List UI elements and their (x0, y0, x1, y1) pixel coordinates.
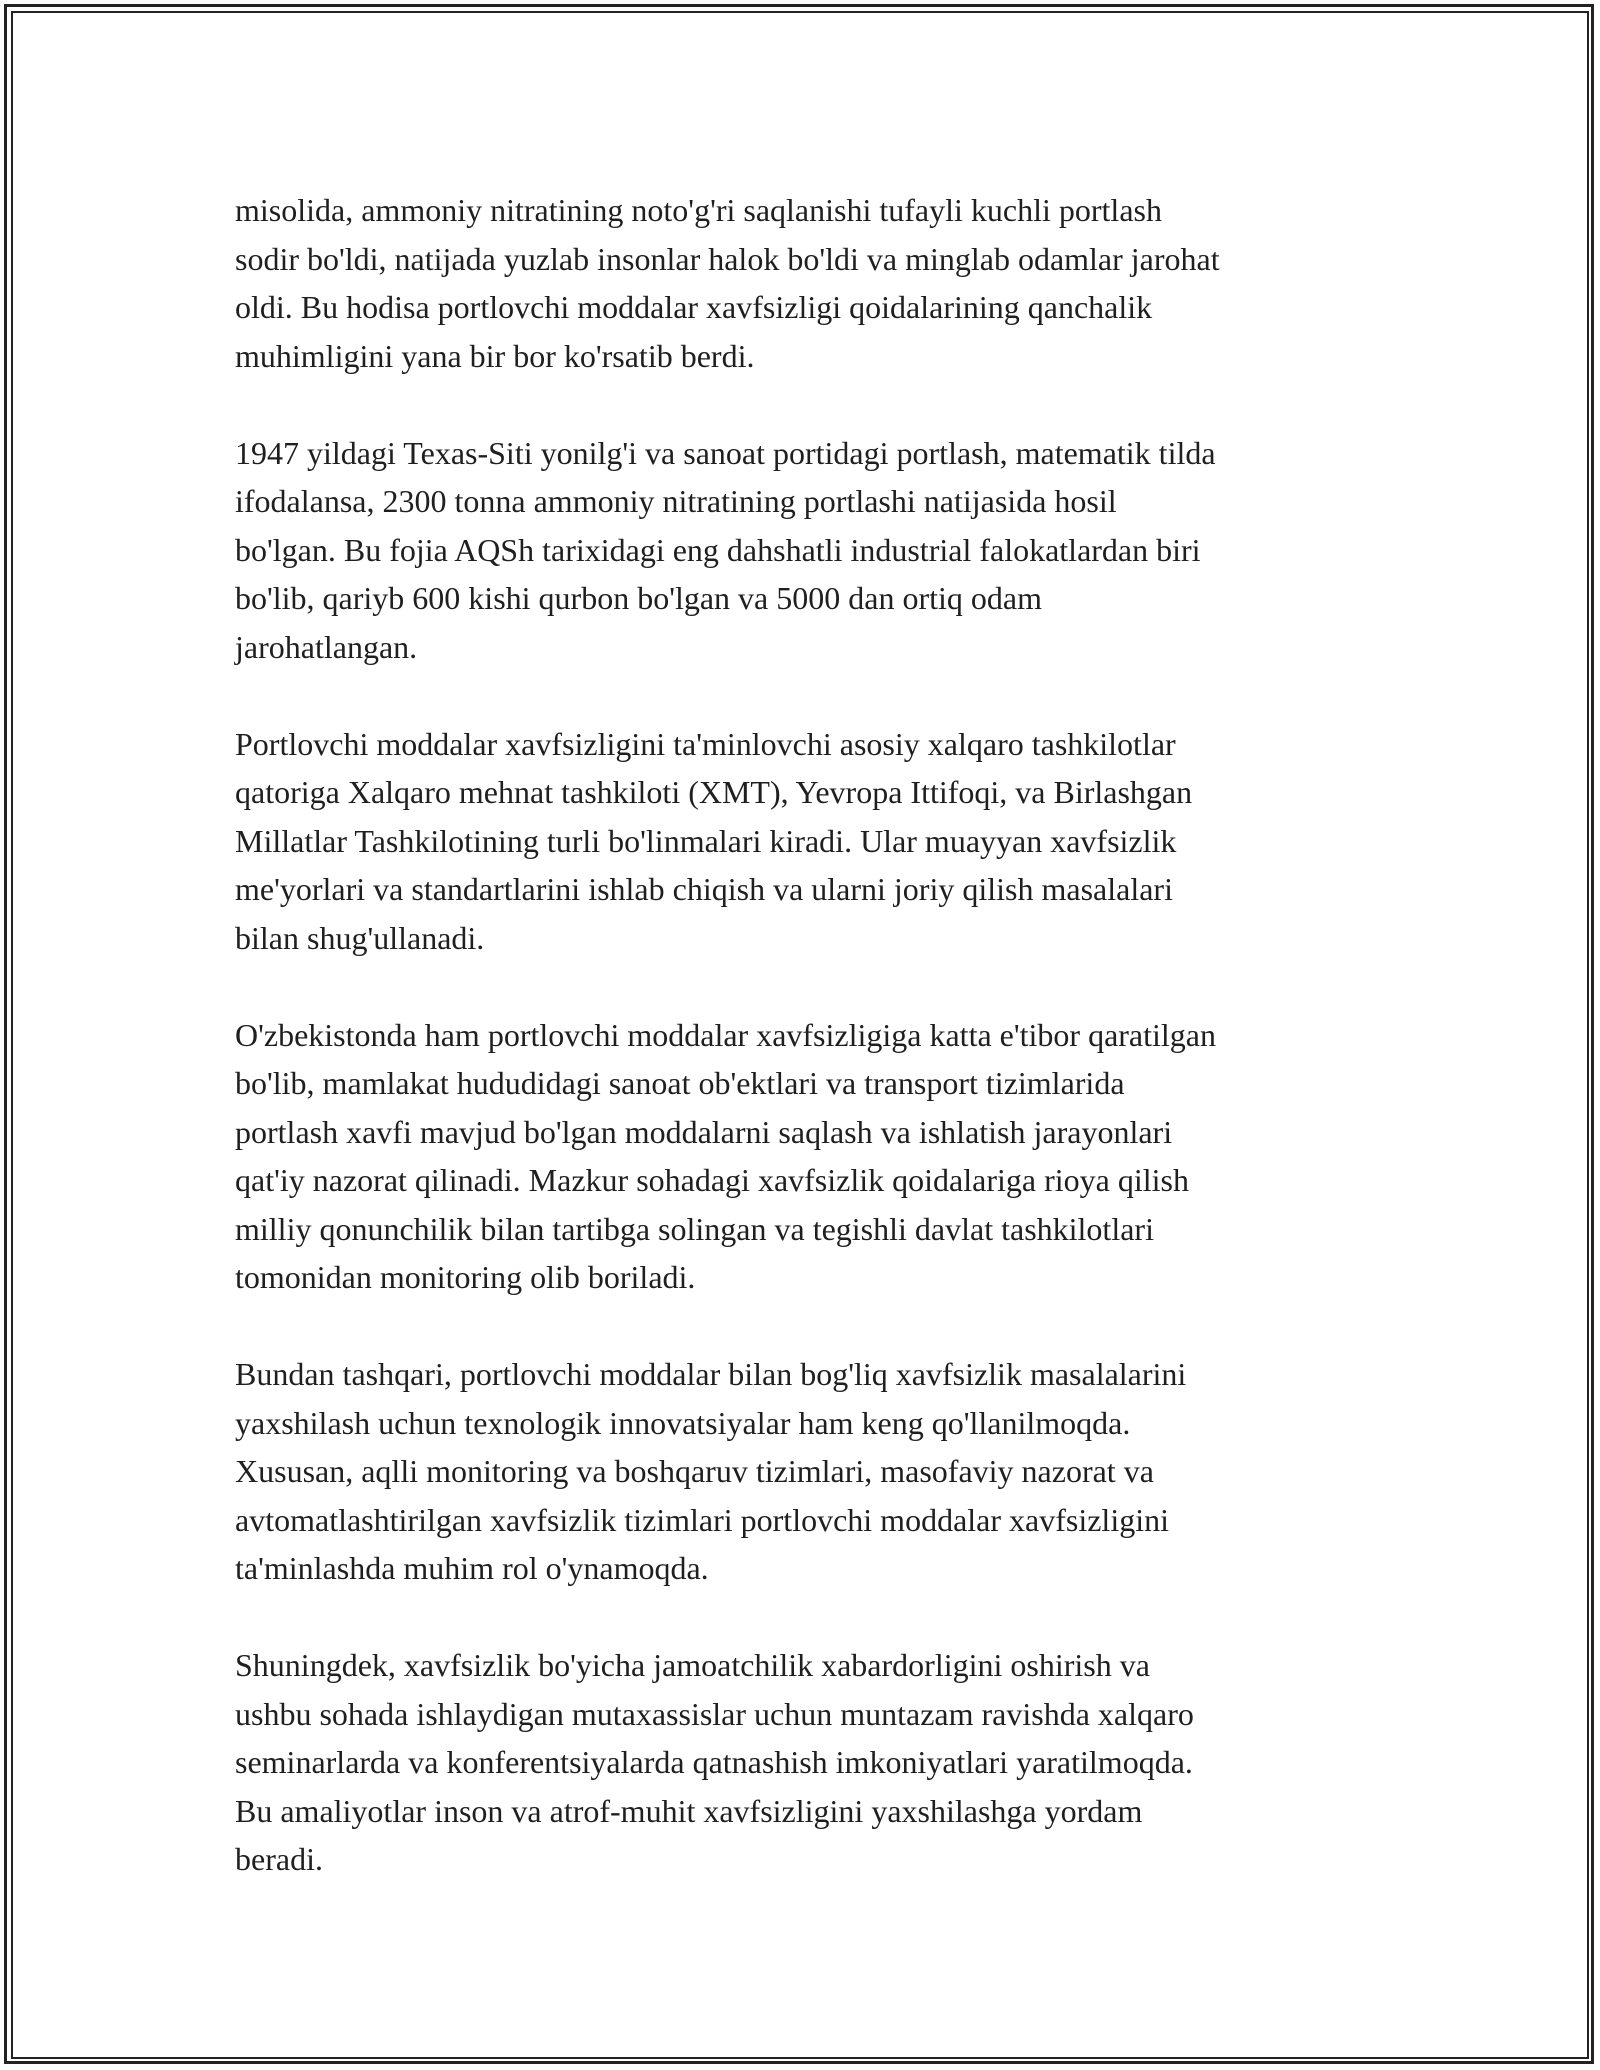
text-line: misolida, ammoniy nitratining noto'g'ri saqlanishi tufayli kuchli portlash (235, 192, 1162, 228)
text-line: portlash xavfi mavjud bo'lgan moddalarni saqlash va ishlatish jarayonlari (235, 1113, 1173, 1150)
text-line: yaxshilash uchun texnologik innovatsiyalar ham keng qo'llanilmoqda. (235, 1404, 1131, 1441)
paragraph-5 (235, 1350, 1375, 1593)
paragraph-3 (235, 720, 1375, 963)
text-line: Millatlar Tashkilotining turli bo'linmalari kiradi. Ular muayyan xavfsizlik (235, 822, 1177, 859)
text-line: avtomatlashtirilgan xavfsizlik tizimlari portlovchi moddalar xavfsizligini (235, 1501, 1169, 1538)
text-line: bo'lib, qariyb 600 kishi qurbon bo'lgan va 5000 dan ortiq odam (235, 580, 1042, 616)
document-body (235, 186, 1375, 1932)
text-line: bo'lib, mamlakat hududidagi sanoat ob'ektlari va transport tizimlarida (235, 1065, 1125, 1101)
text-line: Portlovchi moddalar xavfsizligini ta'minlovchi asosiy xalqaro tashkilotlar (235, 725, 1176, 762)
text-line: bo'lgan. Bu fojia AQSh tarixidagi eng dahshatli industrial falokatlardan biri (235, 531, 1201, 568)
text-line: sodir bo'ldi, natijada yuzlab insonlar halok bo'ldi va minglab odamlar jarohat (235, 240, 1220, 277)
text-line: bilan shug'ullanadi. (235, 919, 485, 956)
paragraph-2 (235, 429, 1375, 672)
text-line: ushbu sohada ishlaydigan mutaxassislar uchun muntazam ravishda xalqaro (235, 1695, 1194, 1732)
text-line: me'yorlari va standartlarini ishlab chiqish va ularni joriy qilish masalalari (235, 871, 1173, 907)
text-line: muhimligini yana bir bor ko'rsatib berdi. (235, 337, 755, 374)
text-line: milliy qonunchilik bilan tartibga solingan va tegishli davlat tashkilotlari (235, 1210, 1154, 1247)
text-line: qatoriga Xalqaro mehnat tashkiloti (XMT), Yevropa Ittifoqi, va Birlashgan (235, 774, 1193, 810)
text-line: Bu amaliyotlar inson va atrof-muhit xavfsizligini yaxshilashga yordam (235, 1792, 1143, 1829)
paragraph-4 (235, 1011, 1375, 1302)
text-line: tomonidan monitoring olib boriladi. (235, 1259, 696, 1295)
text-line: Shuningdek, xavfsizlik bo'yicha jamoatchilik xabardorligini oshirish va (235, 1647, 1150, 1683)
text-line: seminarlarda va konferentsiyalarda qatnashish imkoniyatlari yaratilmoqda. (235, 1744, 1193, 1780)
text-line: O'zbekistonda ham portlovchi moddalar xavfsizligiga katta e'tibor qaratilgan (235, 1016, 1216, 1053)
paragraph-1 (235, 186, 1375, 380)
text-line: ta'minlashda muhim rol o'ynamoqda. (235, 1550, 709, 1586)
text-line: 1947 yildagi Texas-Siti yonilg'i va sanoat portidagi portlash, matematik tilda (235, 434, 1216, 471)
text-line: beradi. (235, 1841, 323, 1877)
text-line: Bundan tashqari, portlovchi moddalar bilan bog'liq xavfsizlik masalalarini (235, 1356, 1187, 1392)
text-line: qat'iy nazorat qilinadi. Mazkur sohadagi xavfsizlik qoidalariga rioya qilish (235, 1162, 1189, 1198)
text-line: oldi. Bu hodisa portlovchi moddalar xavfsizligi qoidalarining qanchalik (235, 289, 1153, 325)
paragraph-6 (235, 1641, 1375, 1884)
text-line: Xususan, aqlli monitoring va boshqaruv tizimlari, masofaviy nazorat va (235, 1453, 1154, 1489)
text-line: jarohatlangan. (235, 628, 418, 665)
text-line: ifodalansa, 2300 tonna ammoniy nitratining portlashi natijasida hosil (235, 483, 1117, 519)
